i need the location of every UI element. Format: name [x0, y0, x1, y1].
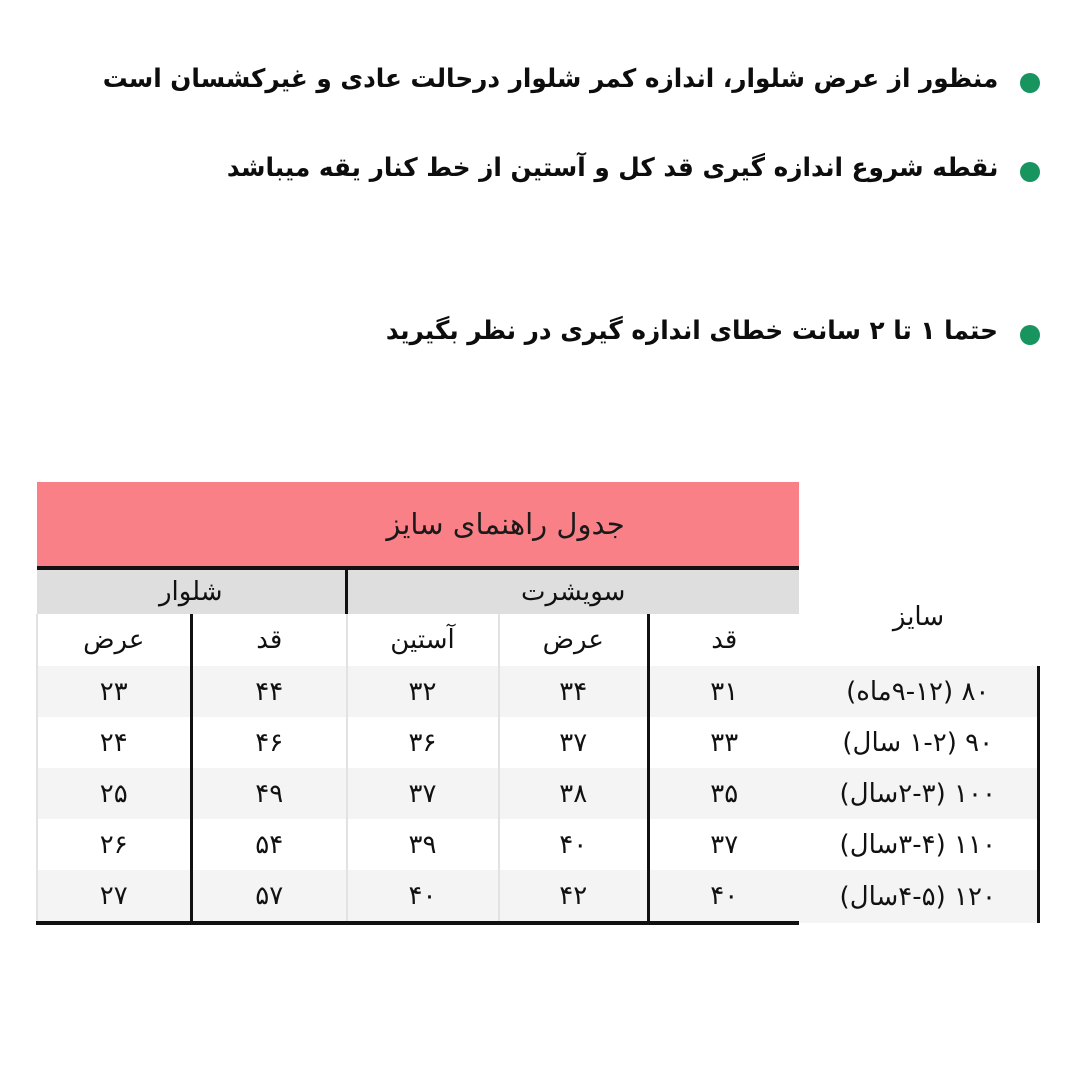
- cell-pants-width: ۲۳: [37, 666, 192, 717]
- bullet-dot-icon: [1020, 162, 1040, 182]
- table-title-row: [37, 482, 1039, 568]
- cell-size: ۸۰ (۹-۱۲ماه): [799, 666, 1039, 717]
- cell-sweatshirt-sleeve: ۳۹: [347, 819, 499, 870]
- table-row: [37, 717, 1039, 768]
- column-header-sweatshirt-width: عرض: [499, 614, 649, 666]
- note-text-pants-width: منظور از عرض شلوار، اندازه کمر شلوار درحالت عادی و غیرکشسان است: [102, 64, 998, 94]
- cell-size: ۱۱۰ (۳-۴سال): [799, 819, 1039, 870]
- cell-sweatshirt-length: ۳۷: [649, 819, 799, 870]
- cell-sweatshirt-length: ۳۳: [649, 717, 799, 768]
- column-header-sweatshirt-sleeve: آستین: [347, 614, 499, 666]
- cell-pants-length: ۴۴: [192, 666, 347, 717]
- column-header-sweatshirt-length: قد: [649, 614, 799, 666]
- list-item: [40, 314, 1040, 348]
- table-group-header-row: [37, 568, 1039, 614]
- column-group-header-sweatshirt: سویشرت: [347, 568, 799, 614]
- page-title: جدول راهنمای سایز: [37, 482, 799, 568]
- table-row: [37, 768, 1039, 819]
- cell-size: ۱۲۰ (۴-۵سال): [799, 870, 1039, 923]
- list-item: [40, 62, 1040, 96]
- cell-pants-width: ۲۴: [37, 717, 192, 768]
- cell-pants-width: ۲۶: [37, 819, 192, 870]
- cell-sweatshirt-sleeve: ۳۶: [347, 717, 499, 768]
- cell-pants-width: ۲۷: [37, 870, 192, 923]
- measurement-notes-list: [40, 62, 1040, 348]
- cell-pants-length: ۵۴: [192, 819, 347, 870]
- table-row: [37, 870, 1039, 923]
- cell-sweatshirt-sleeve: ۴۰: [347, 870, 499, 923]
- cell-sweatshirt-sleeve: ۳۷: [347, 768, 499, 819]
- bullet-dot-icon: [1020, 73, 1040, 93]
- column-group-header-pants: شلوار: [37, 568, 347, 614]
- cell-sweatshirt-width: ۴۲: [499, 870, 649, 923]
- column-header-pants-length: قد: [192, 614, 347, 666]
- note-text-tolerance: حتما ۱ تا ۲ سانت خطای اندازه گیری در نظر بگیرید: [385, 315, 998, 346]
- column-header-pants-width: عرض: [37, 614, 192, 666]
- bullet-dot-icon: [1020, 325, 1040, 345]
- note-text-measure-start: نقطه شروع اندازه گیری قد کل و آستین از خط کنار یقه میباشد: [226, 153, 998, 184]
- cell-sweatshirt-width: ۳۴: [499, 666, 649, 717]
- column-header-size: سایز: [799, 568, 1039, 666]
- cell-size: ۹۰ (۱-۲ سال): [799, 717, 1039, 768]
- table-row: [37, 666, 1039, 717]
- cell-sweatshirt-length: ۴۰: [649, 870, 799, 923]
- cell-sweatshirt-sleeve: ۳۲: [347, 666, 499, 717]
- cell-pants-length: ۴۶: [192, 717, 347, 768]
- cell-sweatshirt-width: ۳۷: [499, 717, 649, 768]
- size-guide-table-container: [38, 482, 1040, 925]
- size-guide-table: [36, 482, 1041, 925]
- table-row: [37, 819, 1039, 870]
- cell-pants-width: ۲۵: [37, 768, 192, 819]
- cell-pants-length: ۵۷: [192, 870, 347, 923]
- cell-sweatshirt-length: ۳۱: [649, 666, 799, 717]
- cell-size: ۱۰۰ (۲-۳سال): [799, 768, 1039, 819]
- list-item: [40, 151, 1040, 185]
- cell-pants-length: ۴۹: [192, 768, 347, 819]
- cell-sweatshirt-width: ۴۰: [499, 819, 649, 870]
- cell-sweatshirt-length: ۳۵: [649, 768, 799, 819]
- cell-sweatshirt-width: ۳۸: [499, 768, 649, 819]
